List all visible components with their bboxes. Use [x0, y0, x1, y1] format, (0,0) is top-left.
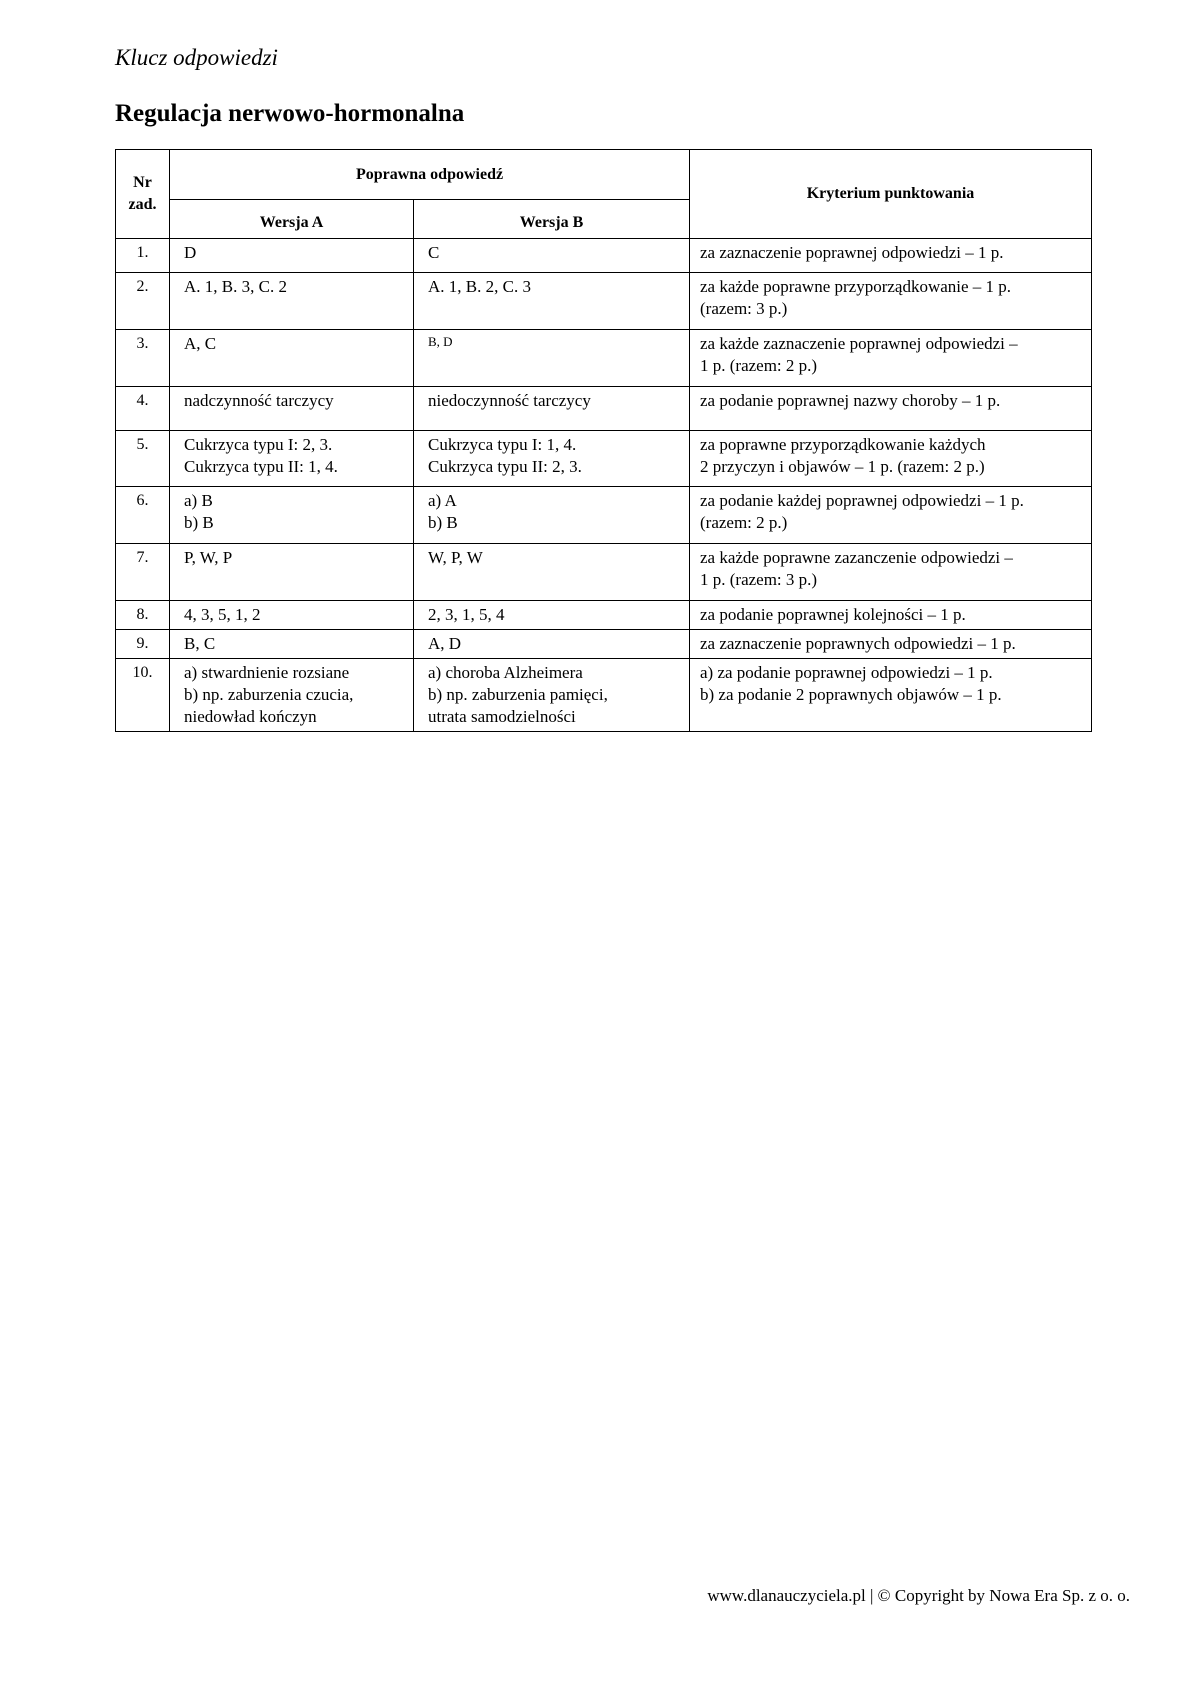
- scoring-criterion-cell: [690, 487, 1092, 544]
- task-number-cell: 5.: [116, 431, 170, 487]
- footer-copyright: www.dlanauczyciela.pl | © Copyright by Nowa Era Sp. z o. o.: [707, 1586, 1130, 1605]
- cell-text-line: niedoczynność tarczycy: [428, 391, 591, 410]
- version-a-answer-cell: [170, 544, 414, 601]
- header-nr-label: Nr: [133, 174, 152, 191]
- table-row: [116, 601, 1092, 630]
- cell-text-line: a) B: [184, 491, 213, 510]
- task-number-cell: 6.: [116, 487, 170, 544]
- version-b-answer-cell: [414, 273, 690, 330]
- version-b-answer-cell: [414, 630, 690, 659]
- cell-text-line: P, W, P: [184, 548, 233, 567]
- version-b-answer-cell: [414, 601, 690, 630]
- cell-text-line: niedowład kończyn: [184, 707, 317, 726]
- cell-text-line: za każde zaznaczenie poprawnej odpowiedzi –: [700, 334, 1018, 353]
- cell-text-line: C: [428, 243, 440, 262]
- scoring-criterion-cell: [690, 601, 1092, 630]
- header-version-b: Wersja B: [414, 200, 690, 239]
- task-number-cell: 10.: [116, 659, 170, 732]
- scoring-criterion-cell: [690, 273, 1092, 330]
- scoring-criterion-cell: [690, 630, 1092, 659]
- cell-text-line: (razem: 3 p.): [700, 299, 788, 318]
- cell-text-line: B, C: [184, 634, 216, 653]
- task-number-cell: 8.: [116, 601, 170, 630]
- table-row: [116, 239, 1092, 273]
- cell-text-line: a) choroba Alzheimera: [428, 663, 583, 682]
- version-b-answer-cell: [414, 387, 690, 431]
- table-row: [116, 330, 1092, 387]
- cell-text-line: b) B: [184, 513, 214, 532]
- cell-text-line: za każde poprawne przyporządkowanie – 1 p.: [700, 277, 1012, 296]
- cell-text-line: A. 1, B. 2, C. 3: [428, 277, 531, 296]
- version-a-answer-cell: [170, 659, 414, 732]
- answer-key-table: [115, 149, 1092, 732]
- cell-text-line: za podanie poprawnej kolejności – 1 p.: [700, 605, 966, 624]
- cell-text-line: 2 przyczyn i objawów – 1 p. (razem: 2 p.): [700, 457, 985, 476]
- version-b-answer-cell: [414, 330, 690, 387]
- cell-text-line: 4, 3, 5, 1, 2: [184, 605, 261, 624]
- cell-text-line: b) za podanie 2 poprawnych objawów – 1 p.: [700, 685, 1002, 704]
- task-number-cell: 2.: [116, 273, 170, 330]
- cell-text-line: za podanie poprawnej nazwy choroby – 1 p.: [700, 391, 1001, 410]
- table-row: [116, 544, 1092, 601]
- cell-text-line: 1 p. (razem: 3 p.): [700, 570, 818, 589]
- version-b-answer-cell: [414, 659, 690, 732]
- cell-text-line: Cukrzyca typu II: 2, 3.: [428, 457, 582, 476]
- table-body: [116, 239, 1092, 732]
- version-b-answer-cell: [414, 544, 690, 601]
- cell-text-line: B, D: [428, 334, 453, 349]
- cell-text-line: Cukrzyca typu II: 1, 4.: [184, 457, 338, 476]
- cell-text-line: A. 1, B. 3, C. 2: [184, 277, 287, 296]
- cell-text-line: A, D: [428, 634, 462, 653]
- cell-text-line: A, C: [184, 334, 217, 353]
- scoring-criterion-cell: [690, 431, 1092, 487]
- header-task-number: [116, 150, 170, 239]
- header-version-a: Wersja A: [170, 200, 414, 239]
- cell-text-line: a) A: [428, 491, 457, 510]
- scoring-criterion-cell: [690, 239, 1092, 273]
- cell-text-line: 2, 3, 1, 5, 4: [428, 605, 505, 624]
- task-number-cell: 1.: [116, 239, 170, 273]
- table-row: [116, 431, 1092, 487]
- cell-text-line: 1 p. (razem: 2 p.): [700, 356, 818, 375]
- version-b-answer-cell: [414, 431, 690, 487]
- version-a-answer-cell: [170, 630, 414, 659]
- scoring-criterion-cell: [690, 659, 1092, 732]
- table-row: [116, 387, 1092, 431]
- header-correct-answer: Poprawna odpowiedź: [170, 150, 690, 200]
- table-row: [116, 630, 1092, 659]
- version-a-answer-cell: [170, 330, 414, 387]
- version-a-answer-cell: [170, 239, 414, 273]
- version-a-answer-cell: [170, 487, 414, 544]
- version-a-answer-cell: [170, 431, 414, 487]
- cell-text-line: Cukrzyca typu I: 2, 3.: [184, 435, 333, 454]
- cell-text-line: D: [184, 243, 197, 262]
- scoring-criterion-cell: [690, 544, 1092, 601]
- version-b-answer-cell: [414, 239, 690, 273]
- cell-text-line: za każde poprawne zazanczenie odpowiedzi –: [700, 548, 1013, 567]
- cell-text-line: nadczynność tarczycy: [184, 391, 334, 410]
- task-number-cell: 4.: [116, 387, 170, 431]
- version-a-answer-cell: [170, 387, 414, 431]
- cell-text-line: Cukrzyca typu I: 1, 4.: [428, 435, 577, 454]
- version-a-answer-cell: [170, 273, 414, 330]
- header-zad-label: zad.: [128, 196, 157, 213]
- cell-text-line: za podanie każdej poprawnej odpowiedzi – 1 p.: [700, 491, 1024, 510]
- cell-text-line: b) np. zaburzenia czucia,: [184, 685, 354, 704]
- scoring-criterion-cell: [690, 387, 1092, 431]
- version-a-answer-cell: [170, 601, 414, 630]
- table-row: [116, 273, 1092, 330]
- cell-text-line: za poprawne przyporządkowanie każdych: [700, 435, 986, 454]
- table-header: [116, 150, 1092, 239]
- cell-text-line: a) stwardnienie rozsiane: [184, 663, 350, 682]
- task-number-cell: 3.: [116, 330, 170, 387]
- document-title: Regulacja nerwowo-hormonalna: [115, 100, 465, 127]
- cell-text-line: W, P, W: [428, 548, 483, 567]
- version-b-answer-cell: [414, 487, 690, 544]
- task-number-cell: 9.: [116, 630, 170, 659]
- cell-text-line: za zaznaczenie poprawnej odpowiedzi – 1 p.: [700, 243, 1004, 262]
- table-row: [116, 659, 1092, 732]
- scoring-criterion-cell: [690, 330, 1092, 387]
- cell-text-line: utrata samodzielności: [428, 707, 576, 726]
- document-header-label: Klucz odpowiedzi: [115, 45, 278, 70]
- cell-text-line: b) B: [428, 513, 458, 532]
- cell-text-line: b) np. zaburzenia pamięci,: [428, 685, 608, 704]
- cell-text-line: (razem: 2 p.): [700, 513, 788, 532]
- task-number-cell: 7.: [116, 544, 170, 601]
- header-scoring-criterion: Kryterium punktowania: [690, 150, 1092, 239]
- header-row-top: [116, 150, 1092, 200]
- cell-text-line: za zaznaczenie poprawnych odpowiedzi – 1 p.: [700, 634, 1016, 653]
- table-row: [116, 487, 1092, 544]
- cell-text-line: a) za podanie poprawnej odpowiedzi – 1 p.: [700, 663, 993, 682]
